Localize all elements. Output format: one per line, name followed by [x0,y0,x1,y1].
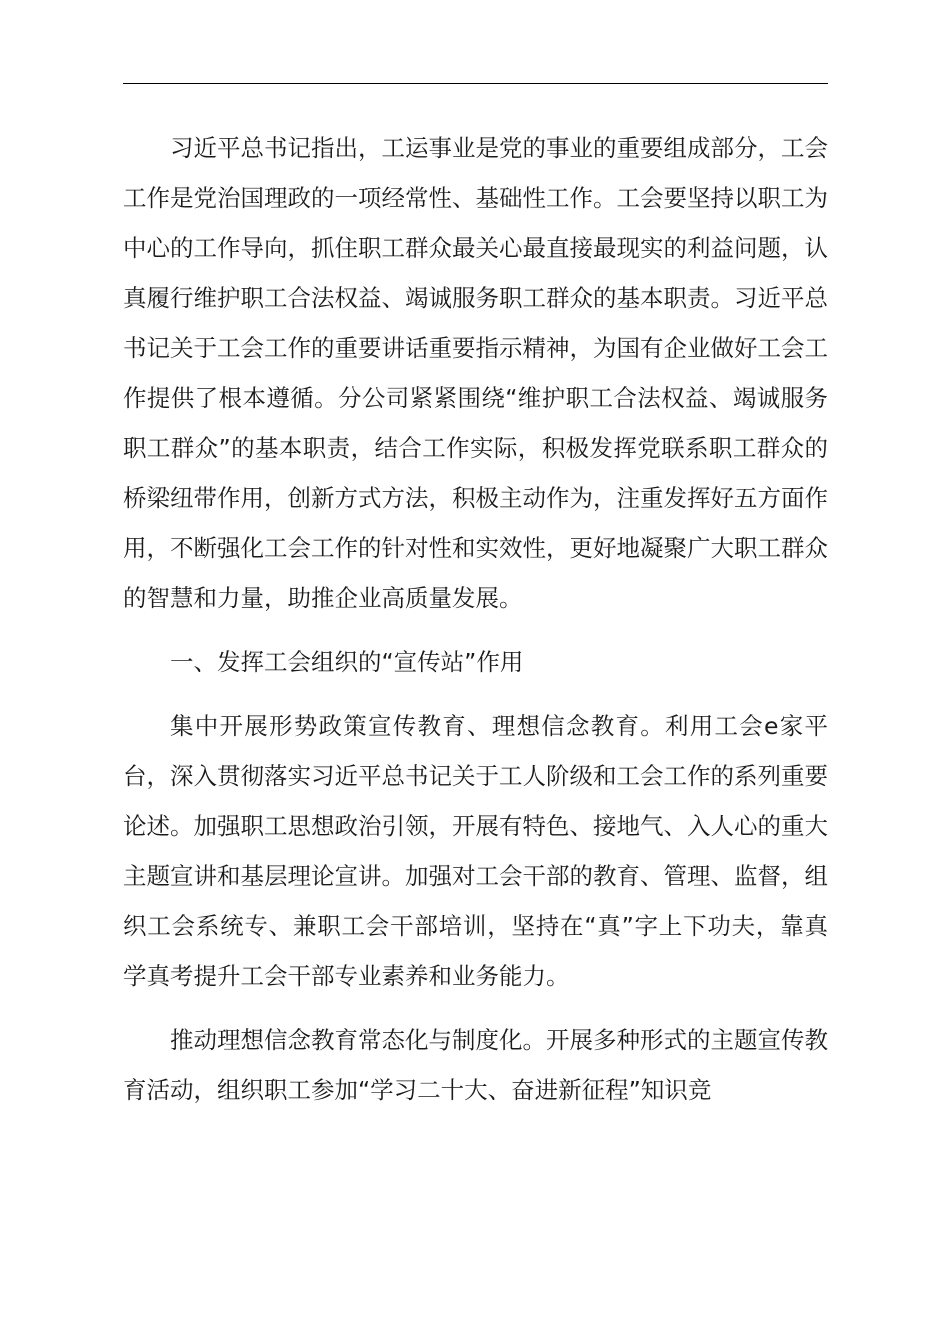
body-paragraph: 集中开展形势政策宣传教育、理想信念教育。利用工会e家平台，深入贯彻落实习近平总书记关于工人阶级和工会工作的系列重要论述。加强职工思想政治引领，开展有特色、接地气、入人心的重大主题宣讲和基层理论宣讲。加强对工会干部的教育、管理、监督，组织工会系统专、兼职工会干部培训，坚持在“真”字上下功夫，靠真学真考提升工会干部专业素养和业务能力。 [123,712,828,990]
document-body [123,123,828,1115]
intro-paragraph: 习近平总书记指出，工运事业是党的事业的重要组成部分，工会工作是党治国理政的一项经常性、基础性工作。工会要坚持以职工为中心的工作导向，抓住职工群众最关心最直接最现实的利益问题，认真履行维护职工合法权益、竭诚服务职工群众的基本职责。习近平总书记关于工会工作的重要讲话重要指示精神，为国有企业做好工会工作提供了根本遵循。分公司紧紧围绕“维护职工合法权益、竭诚服务职工群众”的基本职责，结合工作实际，积极发挥党联系职工群众的桥梁纽带作用，创新方式方法，积极主动作为，注重发挥好五方面作用，不断强化工会工作的针对性和实效性，更好地凝聚广大职工群众的智慧和力量，助推企业高质量发展。 [123,134,828,612]
header-rule [123,83,828,84]
section-heading: 一、发挥工会组织的“宣传站”作用 [170,648,524,676]
body-paragraph: 推动理想信念教育常态化与制度化。开展多种形式的主题宣传教育活动，组织职工参加“学习二十大、奋进新征程”知识竞 [123,1026,828,1104]
